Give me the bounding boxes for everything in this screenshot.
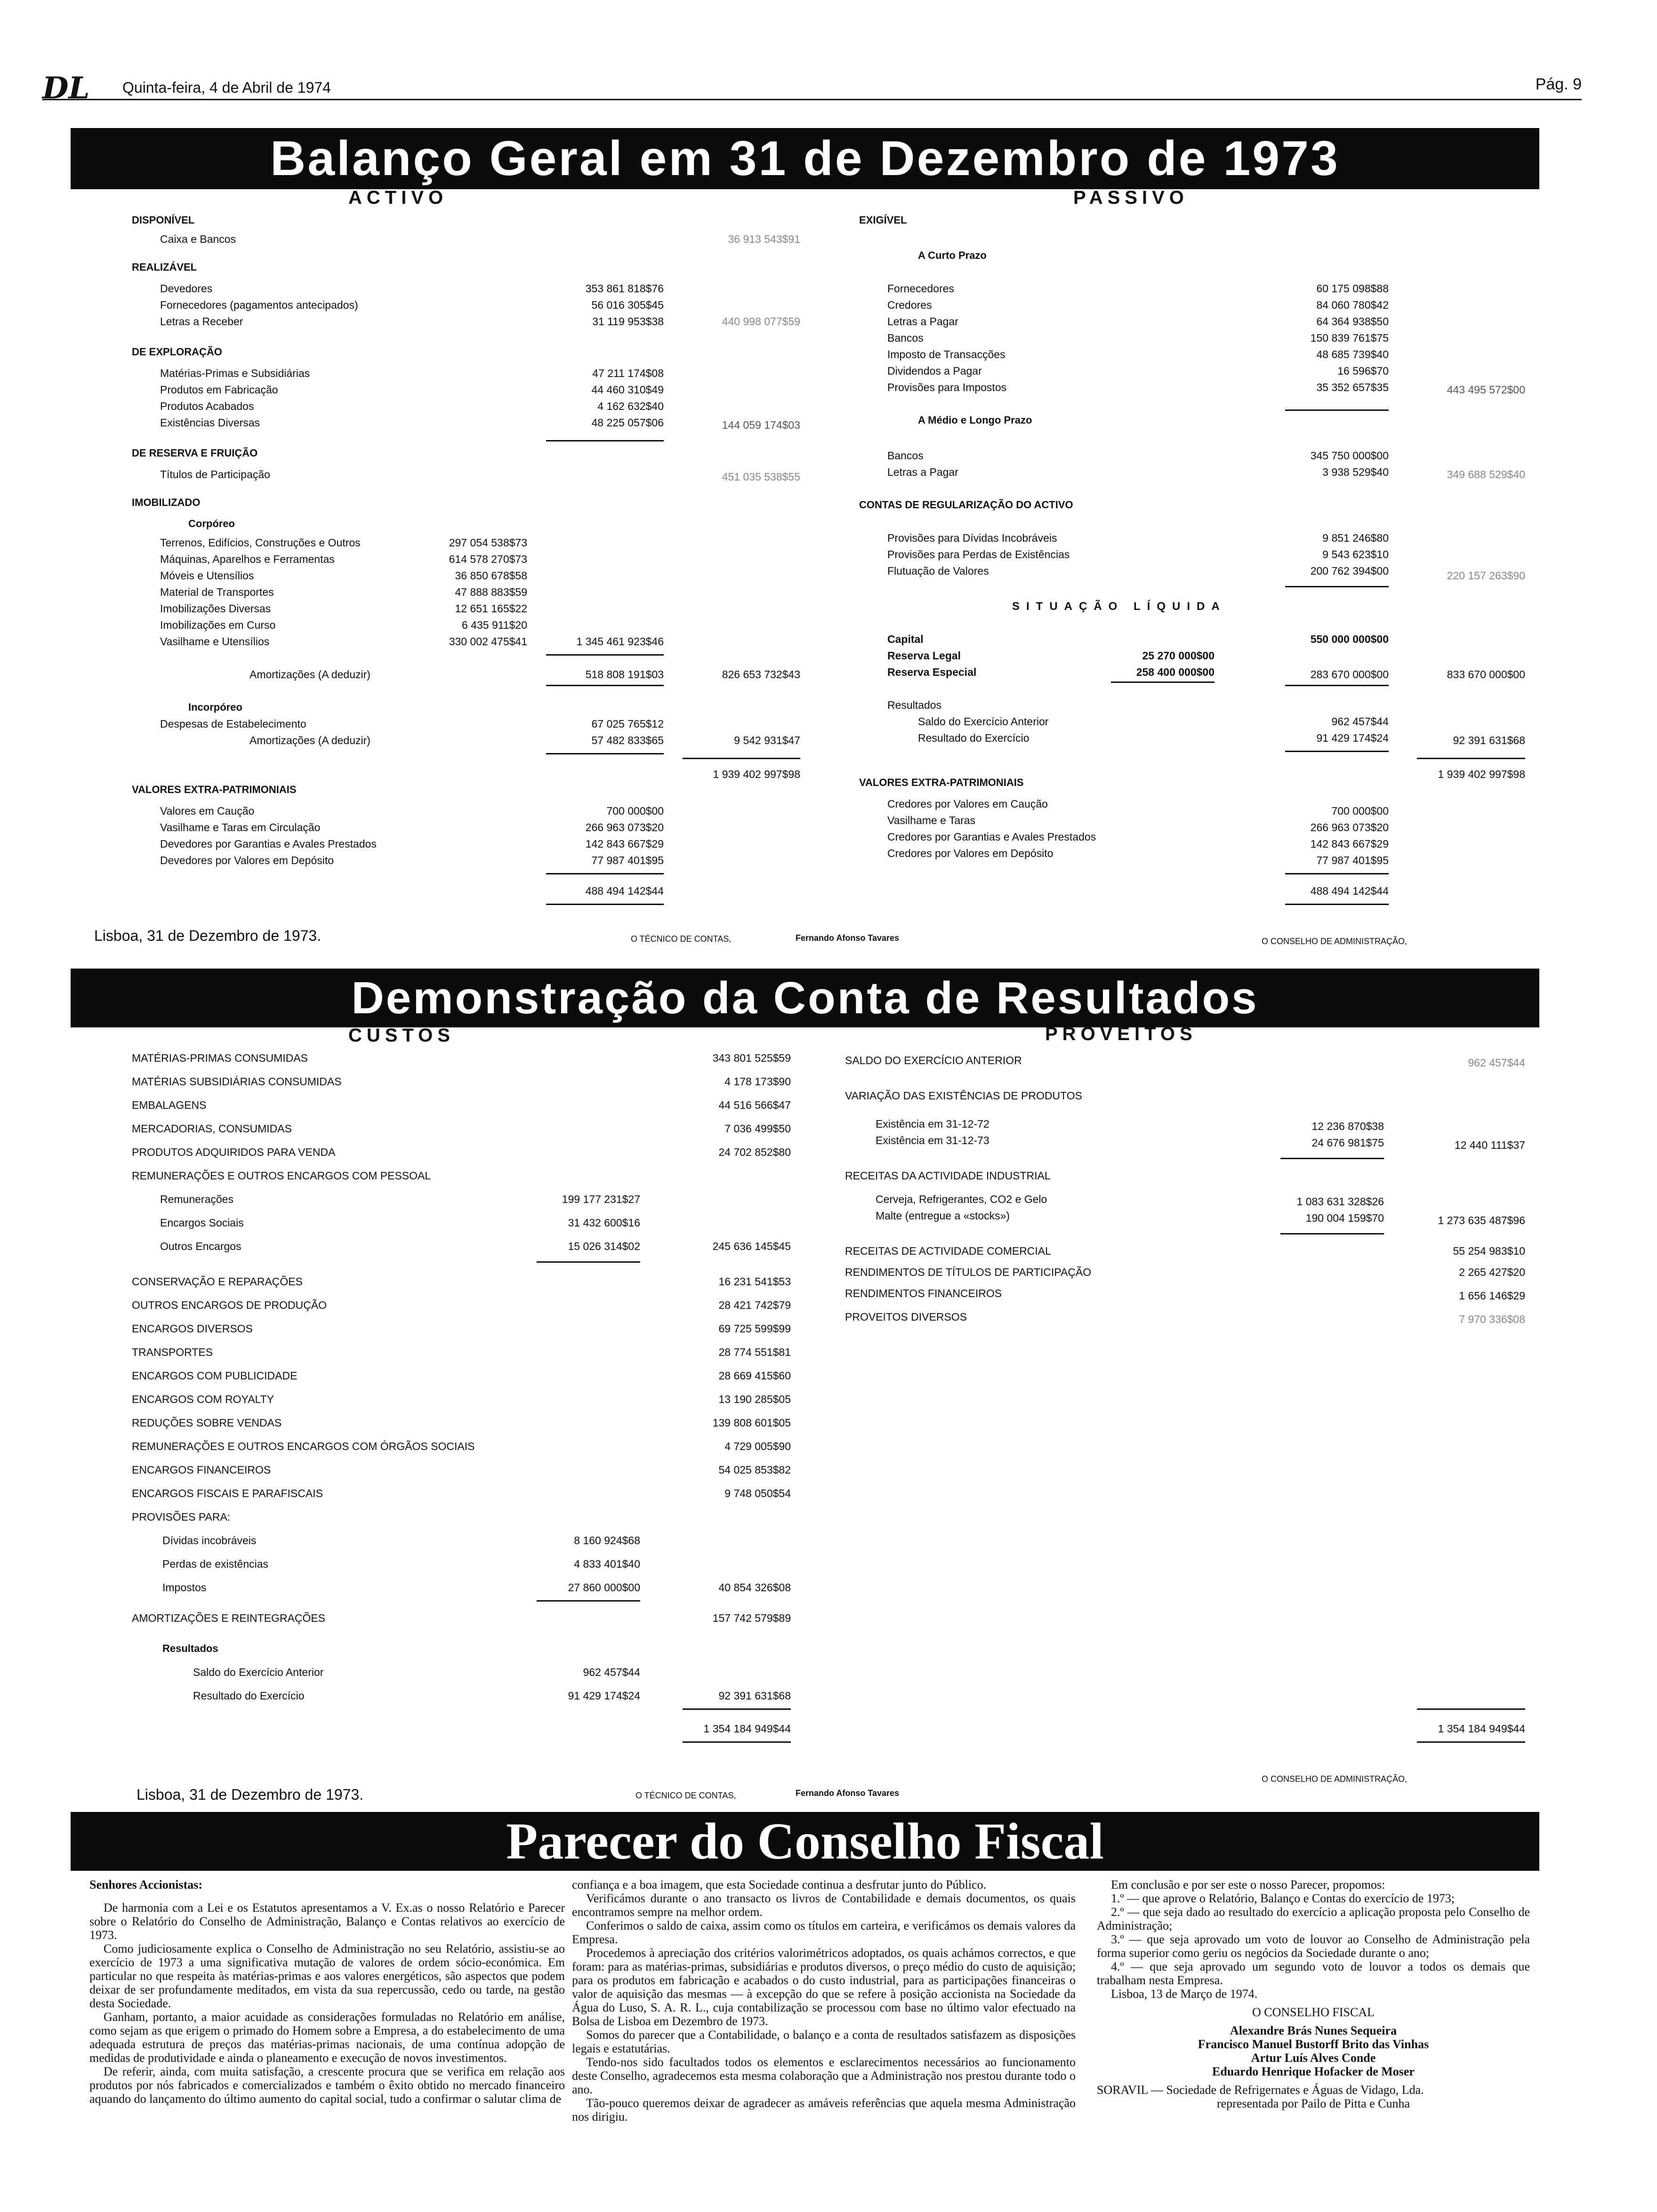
row-value: 451 035 538$55 [722,471,800,483]
cost-label: MATÉRIAS-PRIMAS CONSUMIDAS [132,1052,308,1064]
cost-label: MATÉRIAS SUBSIDIÁRIAS CONSUMIDAS [132,1075,342,1088]
tecnico-label: O TÉCNICO DE CONTAS, [635,1791,736,1800]
tecnico-label: O TÉCNICO DE CONTAS, [631,934,732,944]
income-sub-label: Malte (entregue a «stocks») [876,1210,1010,1222]
signatory-company-rep: representada por Pailo de Pitta e Cunha [1216,2097,1410,2110]
divider [1417,1741,1525,1743]
row-value: 518 808 191$03 [585,668,664,681]
conselho-fiscal: O CONSELHO FISCAL [1252,2005,1375,2019]
greeting: Senhores Accionistas: [89,1878,203,1891]
cost-sub-label: Encargos Sociais [160,1217,244,1229]
cost-label: MERCADORIAS, CONSUMIDAS [132,1122,292,1135]
proposal-item: 3.º — que seja aprovado um voto de louvor ao Conselho de Administração pela forma superior como geriu os negócios da Sociedade durante o ano; [1097,1932,1530,1960]
divider [537,1600,640,1602]
resultados-title: Demonstração da Conta de Resultados [71,969,1539,1027]
row-label: Provisões para Dívidas Incobráveis [887,532,1057,544]
row-label: Credores por Garantias e Avales Prestados [887,831,1096,843]
divider [1280,1158,1384,1159]
divider [1280,1233,1384,1234]
row-value: 31 119 953$38 [592,315,664,328]
cost-value: 139 808 601$05 [712,1417,791,1429]
row-label: Letras a Receber [160,315,243,328]
row-value: 6 435 911$20 [462,619,527,631]
cost-sub-value: 91 429 174$24 [568,1690,640,1702]
row-label: Terrenos, Edifícios, Construções e Outros [160,537,361,549]
row-label: Devedores por Garantias e Avales Prestados [160,838,377,850]
row-value: 64 364 938$50 [1316,315,1389,328]
cost-label: ENCARGOS DIVERSOS [132,1322,253,1335]
cost-value: 4 729 005$90 [724,1440,791,1452]
row-value: 57 482 833$65 [591,734,664,746]
cost-value: 28 669 415$60 [718,1370,791,1382]
custos-total: 1 354 184 949$44 [703,1723,791,1735]
row-label: Bancos [887,332,924,344]
divider [546,873,664,874]
page-number: Pág. 9 [1535,75,1582,93]
cost-value: 69 725 599$99 [718,1322,791,1335]
row-value: 77 987 401$95 [1316,854,1389,866]
income-sub-label: Existência em 31-12-72 [876,1118,989,1130]
cost-label: EMBALAGENS [132,1099,207,1111]
cost-sub-value: 8 160 924$68 [574,1534,640,1547]
income-value: 962 457$44 [1468,1057,1525,1069]
cost-value: 16 231 541$53 [718,1275,791,1288]
balanco-place-date: Lisboa, 31 de Dezembro de 1973. [94,927,322,944]
cost-label: ENCARGOS COM ROYALTY [132,1393,274,1405]
cost-value: 44 516 566$47 [718,1099,791,1111]
row-value: 297 054 538$73 [449,537,527,549]
row-label: Caixa e Bancos [160,233,236,245]
income-value: 1 273 635 487$96 [1438,1214,1525,1226]
income-sub-label: Cerveja, Refrigerantes, CO2 e Gelo [876,1193,1047,1205]
row-value: 266 963 073$20 [1310,821,1389,834]
row-label: Fornecedores [887,282,954,295]
row-label: Produtos em Fabricação [160,384,278,396]
balanco-title: Balanço Geral em 31 de Dezembro de 1973 [71,128,1539,189]
row-value: 833 670 000$00 [1447,668,1525,681]
cost-label: REDUÇÕES SOBRE VENDAS [132,1417,282,1429]
row-label: Dividendos a Pagar [887,365,982,377]
signatory-company: SORAVIL — Sociedade de Refrigernates e Águas de Vidago, Lda. [1097,2083,1424,2097]
row-label: Imposto de Transacções [887,348,1005,361]
paragraph: Em conclusão e por ser este o nosso Parecer, propomos: [1111,1878,1385,1891]
subsection-corporeo: Corpóreo [188,518,235,529]
cost-value: 54 025 853$82 [718,1464,791,1476]
section-extra-passivo: VALORES EXTRA-PATRIMONIAIS [859,777,1024,788]
row-value: 9 542 931$47 [734,734,800,746]
row-label: Resultado do Exercício [918,732,1030,744]
cost-sub-label: Resultado do Exercício [193,1690,305,1702]
custos-heading: CUSTOS [348,1025,455,1046]
row-label: Credores por Valores em Caução [887,798,1048,810]
row-label: Flutuação de Valores [887,565,989,577]
row-value: 144 059 174$03 [722,419,800,431]
row-label: Vasilhame e Utensílios [160,635,270,648]
conselho-label: O CONSELHO DE ADMINISTRAÇÃO, [1262,1774,1408,1784]
income-sub-value: 1 083 631 328$26 [1296,1195,1384,1208]
activo-total: 1 939 402 997$98 [713,768,800,780]
subsection-incorporeo: Incorpóreo [188,701,242,713]
row-value: 142 843 667$29 [585,838,664,850]
divider [1285,409,1389,411]
row-value: 67 025 765$12 [591,718,664,730]
row-value: 220 157 263$90 [1447,569,1525,582]
cost-value: 157 742 579$89 [712,1612,791,1624]
row-value: 258 400 000$00 [1136,666,1215,678]
row-value: 36 850 678$58 [455,569,527,582]
cost-label: PROVISÕES PARA: [132,1511,231,1523]
row-label: Material de Transportes [160,586,274,598]
row-value: 77 987 401$95 [591,854,664,866]
income-sub-value: 12 236 870$38 [1311,1120,1384,1132]
row-value: 91 429 174$24 [1316,732,1389,744]
row-value: 349 688 529$40 [1447,468,1525,481]
row-label: Existências Diversas [160,417,260,429]
signatory: Eduardo Henrique Hofacker de Moser [1212,2065,1415,2078]
divider [1285,685,1389,686]
parecer-column-1 [89,1878,565,2106]
row-value: 92 391 631$68 [1453,734,1525,746]
cost-value: 40 854 326$08 [718,1581,791,1594]
row-value: 266 963 073$20 [585,821,664,834]
cost-sub-head: Resultados [162,1643,218,1654]
activo-heading: ACTIVO [348,187,448,208]
row-value: 488 494 142$44 [585,885,664,897]
section-extra-activo: VALORES EXTRA-PATRIMONIAIS [132,784,297,795]
cost-sub-value: 199 177 231$27 [562,1193,640,1205]
divider [546,440,664,441]
section-disponivel: DISPONÍVEL [132,214,195,226]
cost-label: PRODUTOS ADQUIRIDOS PARA VENDA [132,1146,336,1158]
cost-sub-label: Impostos [162,1581,207,1594]
cost-value: 24 702 852$80 [718,1146,791,1158]
cost-value: 245 636 145$45 [712,1240,791,1252]
cost-sub-value: 962 457$44 [583,1666,640,1678]
row-label: Resultados [887,699,942,711]
divider [1417,1708,1525,1710]
section-realizavel: REALIZÁVEL [132,261,197,273]
row-value: 345 750 000$00 [1310,449,1389,462]
paragraph: Conferimos o saldo de caixa, assim como os títulos em carteira, e verificámos os demais valores da Empresa. [572,1919,1076,1946]
row-value: 48 225 057$06 [591,417,664,429]
row-value: 1 345 461 923$46 [576,635,664,648]
cost-sub-label: Outros Encargos [160,1240,241,1252]
row-label: Provisões para Impostos [887,381,1007,393]
divider [683,758,800,759]
row-value: 353 861 818$76 [585,282,664,295]
cost-value: 28 774 551$81 [718,1346,791,1358]
paragraph: De referir, ainda, com muita satisfação, a crescente procura que se verifica em relação aos produtos por nós fabricados e comercializados e também o êxito obtido no mercado financeiro aquando do lançamento do último aumento do capital social, tudo a confirmar o salutar clima de [89,2065,565,2106]
income-label: VARIAÇÃO DAS EXISTÊNCIAS DE PRODUTOS [845,1090,1082,1102]
paragraph: Como judiciosamente explica o Conselho de Administração no seu Relatório, assistiu-se ao exercício de 1973 a uma significativa mutação de valores de ordem sócio-económica. Em particular no que respeita às matérias-primas e aos valores energéticos, são aspectos que podem deixar de ser profundamente meditados, em vista da sua repercussão, cedo ou tarde, na gestão desta Sociedade. [89,1942,565,2010]
income-value: 7 970 336$08 [1459,1313,1525,1325]
row-value: 150 839 761$75 [1310,332,1389,344]
income-label: RECEITAS DA ACTIVIDADE INDUSTRIAL [845,1170,1051,1182]
cost-label: CONSERVAÇÃO E REPARAÇÕES [132,1275,303,1288]
row-label: Imobilizações Diversas [160,602,271,615]
row-value: 16 596$70 [1337,365,1389,377]
parecer-title: Parecer do Conselho Fiscal [71,1812,1539,1871]
tecnico-name: Fernando Afonso Tavares [796,933,900,943]
cost-value: 4 178 173$90 [724,1075,791,1088]
cost-sub-label: Saldo do Exercício Anterior [193,1666,324,1678]
row-label: Vasilhame e Taras [887,814,976,826]
cost-label: ENCARGOS FISCAIS E PARAFISCAIS [132,1487,323,1499]
paragraph: Tão-pouco queremos deixar de agradecer as amáveis referências que aquela mesma Administração nos dirigiu. [572,2096,1076,2124]
tecnico-name: Fernando Afonso Tavares [796,1788,900,1798]
row-value: 48 685 739$40 [1316,348,1389,361]
paragraph: Tendo-nos sido facultados todos os elementos e esclarecimentos necessários ao funcionamento deste Conselho, agradecemos esta mesma colaboração que a Administração nos prestou durante todo o ano. [572,2055,1076,2096]
cost-value: 28 421 742$79 [718,1299,791,1311]
row-value: 60 175 098$88 [1316,282,1389,295]
row-label: Credores por Valores em Depósito [887,847,1054,859]
cost-value: 7 036 499$50 [724,1122,791,1135]
section-situacao-liquida: SITUAÇÃO LÍQUIDA [1012,600,1226,613]
row-label: Reserva Legal [887,649,961,662]
date-line: Quinta-feira, 4 de Abril de 1974 [122,79,331,96]
row-label: Máquinas, Aparelhos e Ferramentas [160,553,335,565]
subsection-medio-prazo: A Médio e Longo Prazo [918,414,1032,426]
passivo-total: 1 939 402 997$98 [1438,768,1525,780]
section-imobilizado: IMOBILIZADO [132,497,201,508]
signatory: Artur Luís Alves Conde [1251,2051,1376,2065]
divider [1285,586,1389,587]
divider [537,1261,640,1263]
cost-sub-value: 31 432 600$16 [568,1217,640,1229]
row-value: 488 494 142$44 [1310,885,1389,897]
divider [546,685,664,686]
newspaper-logo: DL [42,71,90,106]
income-label: PROVEITOS DIVERSOS [845,1311,967,1323]
divider [546,904,664,905]
row-label: Letras a Pagar [887,315,958,328]
row-label: Capital [887,633,924,645]
row-value: 700 000$00 [1331,805,1389,817]
row-label: Amortizações (A deduzir) [249,668,370,681]
cost-value: 92 391 631$68 [718,1690,791,1702]
paragraph: confiança e a boa imagem, que esta Sociedade continua a desfrutar junto do Público. [572,1878,987,1891]
row-value: 56 016 305$45 [591,299,664,311]
proposal-item: 2.º — que seja dado ao resultado do exercício a aplicação proposta pelo Conselho de Administração; [1097,1905,1530,1932]
section-exigivel: EXIGÍVEL [859,214,907,226]
resultados-place-date: Lisboa, 31 de Dezembro de 1973. [137,1786,364,1803]
section-exploracao: DE EXPLORAÇÃO [132,346,222,358]
income-value: 1 656 146$29 [1459,1290,1525,1302]
proveitos-total: 1 354 184 949$44 [1438,1723,1525,1735]
signatory: Francisco Manuel Bustorff Brito das Vinhas [1198,2037,1429,2051]
row-value: 700 000$00 [606,805,664,817]
section-regularizacao: CONTAS DE REGULARIZAÇÃO DO ACTIVO [859,499,1073,511]
income-value: 12 440 111$37 [1454,1139,1525,1151]
income-sub-value: 24 676 981$75 [1311,1137,1384,1149]
paragraph: Procedemos à apreciação dos critérios valorimétricos adoptados, os quais achámos correctos, e que foram: para as matérias-primas, subsidiárias e produtos diversos, o preço médio do custo de aquisição; para os produtos em fabricação e acabados o do custo industrial, para as participações financeiras o valor de aquisição das mesmas — à excepção do que se refere à posição accionista na Sociedade da Água do Luso, S. A. R. L., cuja contabilização se processou com base no último valor efectuado na Bolsa de Lisboa em Dezembro de 1973. [572,1946,1076,2028]
parecer-column-3 [1097,1878,1530,2110]
section-reserva: DE RESERVA E FRUIÇÃO [132,447,258,459]
row-value: 4 162 632$40 [597,400,664,412]
proposal-item: 4.º — que seja aprovado um segundo voto de louvor a todos os demais que trabalham nesta Empresa. [1097,1960,1530,1987]
row-value: 826 653 732$43 [722,668,800,681]
row-value: 84 060 780$42 [1316,299,1389,311]
row-label: Vasilhame e Taras em Circulação [160,821,321,834]
signature-date: Lisboa, 13 de Março de 1974. [1111,1987,1258,2001]
row-label: Produtos Acabados [160,400,254,412]
cost-sub-value: 15 026 314$02 [568,1240,640,1252]
divider [1111,681,1215,683]
row-value: 9 851 246$80 [1322,532,1389,544]
row-label: Saldo do Exercício Anterior [918,715,1049,728]
row-value: 443 495 572$00 [1447,384,1525,396]
row-value: 330 002 475$41 [449,635,527,648]
income-label: RECEITAS DE ACTIVIDADE COMERCIAL [845,1245,1051,1257]
cost-sub-label: Dívidas incobráveis [162,1534,257,1547]
masthead [42,71,1582,106]
proposal-item: 1.º — que aprove o Relatório, Balanço e Contas do exercício de 1973; [1111,1891,1455,1905]
conselho-label: O CONSELHO DE ADMINISTRAÇÃO, [1262,937,1408,946]
row-value: 47 888 883$59 [455,586,527,598]
cost-label: REMUNERAÇÕES E OUTROS ENCARGOS COM PESSOAL [132,1170,431,1182]
proveitos-heading: PROVEITOS [1045,1024,1197,1044]
cost-label: ENCARGOS COM PUBLICIDADE [132,1370,298,1382]
signatory: Alexandre Brás Nunes Sequeira [1230,2024,1397,2037]
row-label: Letras a Pagar [887,466,958,478]
row-value: 47 211 174$08 [592,367,664,379]
income-sub-label: Existência em 31-12-73 [876,1134,989,1146]
row-label: Reserva Especial [887,666,977,678]
row-value: 614 578 270$73 [449,553,527,565]
cost-sub-value: 27 860 000$00 [568,1581,640,1594]
cost-label: TRANSPORTES [132,1346,213,1358]
income-label: RENDIMENTOS FINANCEIROS [845,1287,1002,1299]
row-label: Provisões para Perdas de Existências [887,548,1070,561]
parecer-column-2 [572,1878,1076,2124]
divider [1285,904,1389,905]
row-label: Imobilizações em Curso [160,619,276,631]
row-value: 9 543 623$10 [1322,548,1389,561]
row-label: Credores [887,299,932,311]
divider [546,654,664,656]
row-value: 142 843 667$29 [1310,838,1389,850]
income-label: SALDO DO EXERCÍCIO ANTERIOR [845,1054,1022,1066]
divider [546,753,664,754]
row-value: 25 270 000$00 [1142,649,1215,662]
subsection-curto-prazo: A Curto Prazo [918,249,987,261]
row-label: Bancos [887,449,924,462]
row-label: Títulos de Participação [160,468,270,481]
row-value: 550 000 000$00 [1310,633,1389,645]
divider [1417,758,1525,759]
row-label: Matérias-Primas e Subsidiárias [160,367,310,379]
cost-value: 13 190 285$05 [718,1393,791,1405]
row-value: 36 913 543$91 [728,233,800,245]
row-value: 962 457$44 [1331,715,1389,728]
row-value: 3 938 529$40 [1322,466,1389,478]
divider [683,1708,791,1710]
paragraph: Verificámos durante o ano transacto os livros de Contabilidade e demais documentos, os quais encontramos sempre na melhor ordem. [572,1891,1076,1919]
cost-value: 343 801 525$59 [712,1052,791,1064]
cost-label: OUTROS ENCARGOS DE PRODUÇÃO [132,1299,327,1311]
income-label: RENDIMENTOS DE TÍTULOS DE PARTICIPAÇÃO [845,1266,1092,1278]
row-label: Móveis e Utensílios [160,569,254,582]
row-value: 200 762 394$00 [1310,565,1389,577]
row-value: 440 998 077$59 [722,315,800,328]
row-value: 44 460 310$49 [591,384,664,396]
paragraph: De harmonia com a Lei e os Estatutos apresentamos a V. Ex.as o nosso Relatório e Parecer sobre o Relatório do Conselho de Administração, Balanço e Contas relativos ao exercício de 1973. [89,1901,565,1942]
divider [683,1741,791,1743]
row-label: Valores em Caução [160,805,255,817]
cost-value: 9 748 050$54 [724,1487,791,1499]
cost-label: AMORTIZAÇÕES E REINTEGRAÇÕES [132,1612,326,1624]
cost-sub-label: Remunerações [160,1193,233,1205]
divider [1285,751,1389,752]
income-sub-value: 190 004 159$70 [1305,1212,1384,1224]
paragraph: Ganham, portanto, a maior acuidade as considerações formuladas no Relatório em análise, como sejam as que erigem o primado do Homem sobre a Empresa, a do estabelecimento de uma adequada estrutura de preços das matérias-primas nacionais, de uma contínua adopção de medidas de produtividade e ainda o planeamento e execução de novos investimentos. [89,2010,565,2065]
income-value: 2 265 427$20 [1459,1266,1525,1278]
income-value: 55 254 983$10 [1453,1245,1525,1257]
row-label: Devedores por Valores em Depósito [160,854,334,866]
row-label: Devedores [160,282,213,295]
passivo-heading: PASSIVO [1073,187,1189,208]
divider [1285,873,1389,874]
cost-label: REMUNERAÇÕES E OUTROS ENCARGOS COM ÓRGÃOS SOCIAIS [132,1440,475,1452]
paragraph: Somos do parecer que a Contabilidade, o balanço e a conta de resultados satisfazem as disposições legais e estatutárias. [572,2028,1076,2055]
row-value: 35 352 657$35 [1316,381,1389,393]
cost-label: ENCARGOS FINANCEIROS [132,1464,271,1476]
cost-sub-label: Perdas de existências [162,1558,269,1570]
cost-sub-value: 4 833 401$40 [574,1558,640,1570]
row-label: Fornecedores (pagamentos antecipados) [160,299,358,311]
row-label: Despesas de Estabelecimento [160,718,306,730]
row-value: 12 651 165$22 [455,602,527,615]
row-label: Amortizações (A deduzir) [249,734,370,746]
row-value: 283 670 000$00 [1310,668,1389,681]
